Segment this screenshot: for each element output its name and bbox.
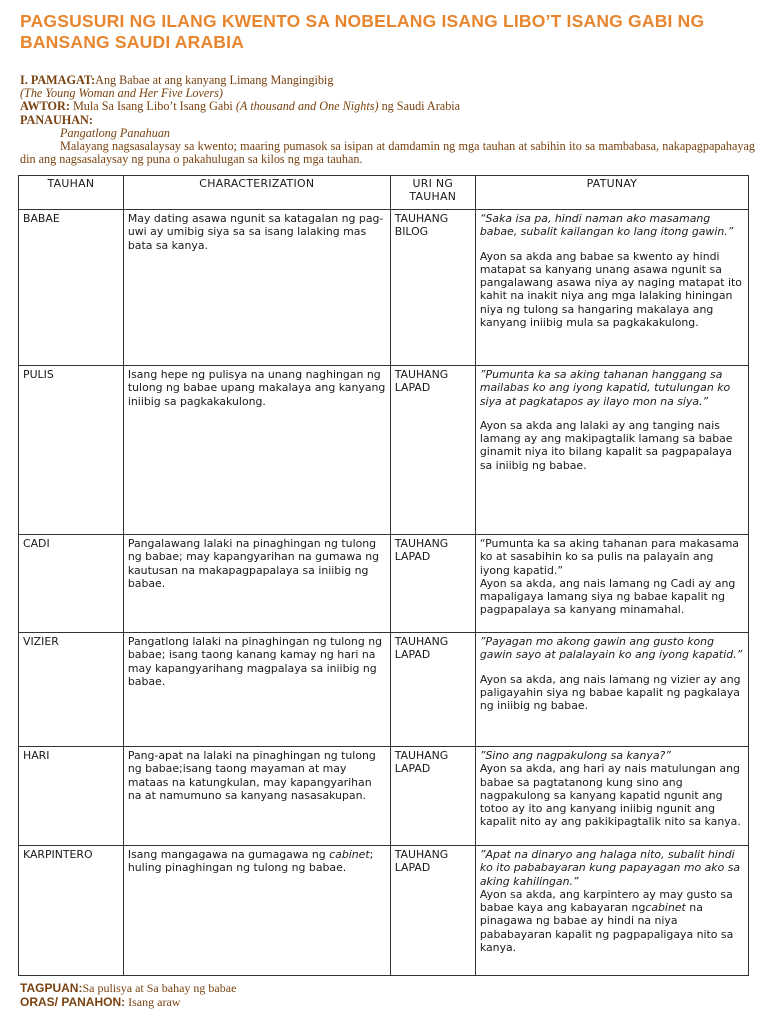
cell-characterization	[123, 846, 390, 976]
cell-patunay	[475, 633, 748, 747]
pamagat-label: I. PAMAGAT:	[20, 73, 96, 87]
patunay-explanation: Ayon sa akda ang lalaki ay ang tanging nais lamang ay ang makipagtalik lamang sa babae ginamit niya ito bilang kapalit sa pagpapalaya sa iniibig ng babae.	[479, 418, 733, 472]
oras-label: ORAS/ PANAHON:	[20, 995, 126, 1009]
panauhan-line	[20, 114, 755, 127]
cell-uri: TAUHANG LAPAD	[390, 535, 475, 633]
table-row	[19, 366, 749, 535]
cell-tauhan: KARPINTERO	[19, 846, 124, 976]
explanation-suffix: na pinagawa ng babae ay hindi na niya pababayaran kapalit ng pagpapaligaya nito sa kanya.	[479, 901, 734, 955]
awtor-label: AWTOR:	[20, 99, 70, 114]
cell-characterization: Isang hepe ng pulisya na unang naghingan ng tulong ng babae upang makalaya ang kanyang iniibig sa pagkakakulong.	[123, 366, 390, 535]
patunay-explanation	[480, 888, 744, 954]
patunay-quote: “Pumunta ka sa aking tahanan para makasama ko at sasabihin ko sa pulis na palayain ang iyong kapatid.”	[479, 537, 739, 577]
header-patunay: PATUNAY	[475, 176, 748, 210]
patunay-explanation: Ayon sa akda ang babae sa kwento ay hindi matapat sa kanyang unang asawa ngunit sa pangalawang asawa niya ay naging matapat ito kahit na inakit niya ang mga lalaking hiningan niya ng tulong sa hangaring makalaya ang kanyang iniibig mula sa pagkakakulong.	[479, 249, 742, 330]
story-metadata	[20, 74, 755, 166]
character-analysis-table	[18, 175, 749, 976]
panauhan-description: Malayang nagsasalaysay sa kwento; maaring pumasok sa isipan at damdamin ng mga tauhan at sabihin ito sa mambabasa, nakapagpapahayag din ang nagsasalaysay ng puna o pakahulugan sa kilos ng mga tauhan.	[20, 139, 755, 167]
cell-uri: TAUHANG LAPAD	[390, 846, 475, 976]
table-row	[19, 747, 749, 846]
table-row	[19, 846, 749, 976]
characterization-italic: cabinet	[329, 848, 370, 861]
pamagat-value: Ang Babae at ang kanyang Limang Mangingibig	[95, 73, 334, 87]
awtor-value-italic: (A thousand and One Nights)	[235, 99, 379, 114]
cell-uri: TAUHANG LAPAD	[390, 633, 475, 747]
explanation-italic: cabinet	[645, 901, 686, 915]
awtor-value-suffix: ng Saudi Arabia	[378, 99, 461, 114]
cell-characterization: May dating asawa ngunit sa katagalan ng pag-uwi ay umibig siya sa sa isang lalaking mas bata sa kanya.	[123, 210, 390, 366]
table-row	[19, 535, 749, 633]
explanation-text: Ayon sa akda, ang karpintero ay may gusto sa babae kaya ang kabayaran ng	[479, 887, 733, 915]
table-header-row	[19, 176, 749, 210]
cell-tauhan: CADI	[19, 535, 124, 633]
characterization-suffix: ; huling pinaghingan ng tulong ng babae.	[127, 848, 374, 875]
oras-value: Isang araw	[125, 995, 181, 1009]
cell-patunay	[475, 366, 748, 535]
panauhan-type: Pangatlong Panahuan	[60, 125, 171, 140]
table-row	[19, 633, 749, 747]
cell-uri: TAUHANG LAPAD	[390, 366, 475, 535]
cell-uri: TAUHANG LAPAD	[390, 747, 475, 846]
cell-patunay	[475, 535, 748, 633]
cell-tauhan: PULIS	[19, 366, 124, 535]
tagpuan-value: Sa pulisya at Sa bahay ng babae	[82, 981, 237, 995]
oras-line	[20, 995, 755, 1009]
awtor-line	[20, 100, 755, 113]
awtor-value: Mula Sa Isang Libo’t Isang Gabi	[69, 99, 236, 114]
cell-patunay	[475, 846, 748, 976]
cell-patunay	[475, 210, 748, 366]
document-title: PAGSUSURI NG ILANG KWENTO SA NOBELANG ISANG LIBO’T ISANG GABI NG BANSANG SAUDI ARABIA	[20, 11, 705, 52]
header-characterization: CHARACTERIZATION	[123, 176, 390, 210]
patunay-quote: ”Apat na dinaryo ang halaga nito, subalit hindi ko ito pababayaran kung papayagan mo ako sa aking kahilingan.”	[479, 848, 741, 888]
tagpuan-line	[20, 981, 755, 995]
cell-patunay	[475, 747, 748, 846]
patunay-explanation: Ayon sa akda, ang nais lamang ng Cadi ay ang mapaligaya lamang siya ng babae kapalit ng pagpapalaya sa kanyang minamahal.	[479, 576, 736, 617]
cell-characterization: Pangatlong lalaki na pinaghingan ng tulong ng babae; isang taong kanang kamay ng hari na may kapangyarihang magpalaya sa iniibig ng babae.	[123, 633, 390, 747]
patunay-explanation: Ayon sa akda, ang nais lamang ng vizier ay ang paligayahin siya ng babae kapalit ng pagkalaya ng iniibig ng babae.	[479, 672, 741, 713]
story-setting	[20, 981, 755, 1009]
patunay-quote: ”Sino ang nagpakulong sa kanya?”	[479, 749, 671, 762]
cell-tauhan: HARI	[19, 747, 124, 846]
cell-characterization: Pang-apat na lalaki na pinaghingan ng tulong ng babae;isang taong mayaman at may mataas na katungkulan, may kapangyarihan na at namumuno sa kanyang nasasakupan.	[123, 747, 390, 846]
patunay-quote: ”Pumunta ka sa aking tahanan hanggang sa mailabas ko ang iyong kapatid, tutulungan ko siya at pagkatapos ay ilayo mon na siya.”	[479, 368, 731, 408]
cell-uri: TAUHANG BILOG	[390, 210, 475, 366]
cell-characterization: Pangalawang lalaki na pinaghingan ng tulong ng babae; may kapangyarihan na gumawa ng kautusan na makapagpapalaya sa iniibig ng babae.	[123, 535, 390, 633]
header-tauhan: TAUHAN	[19, 176, 124, 210]
panauhan-label: PANAUHAN:	[20, 112, 93, 127]
header-uri-ng-tauhan: URI NG TAUHAN	[390, 176, 475, 210]
table-row	[19, 210, 749, 366]
patunay-quote: “Saka isa pa, hindi naman ako masamang babae, subalit kailangan ko lang itong gawin.”	[479, 212, 734, 239]
cell-tauhan: BABAE	[19, 210, 124, 366]
cell-tauhan: VIZIER	[19, 633, 124, 747]
characterization-text: Isang mangagawa na gumagawa ng	[127, 848, 330, 861]
patunay-explanation: Ayon sa akda, ang hari ay nais matulungan ang babae sa pagtatanong kung sino ang nagpakulong sa kanyang kapatid ngunit ang totoo ay ito ang kanyang iniibig ngunit ang kapalit nito ay ang pakikipagtalik nito sa kanya.	[479, 762, 741, 829]
pamagat-english: (The Young Woman and Her Five Lovers)	[20, 86, 223, 101]
tagpuan-label: TAGPUAN:	[20, 981, 83, 995]
patunay-quote: ”Payagan mo akong gawin ang gusto kong gawin sayo at palalayain ko ang iyong kapatid.”	[479, 635, 743, 662]
